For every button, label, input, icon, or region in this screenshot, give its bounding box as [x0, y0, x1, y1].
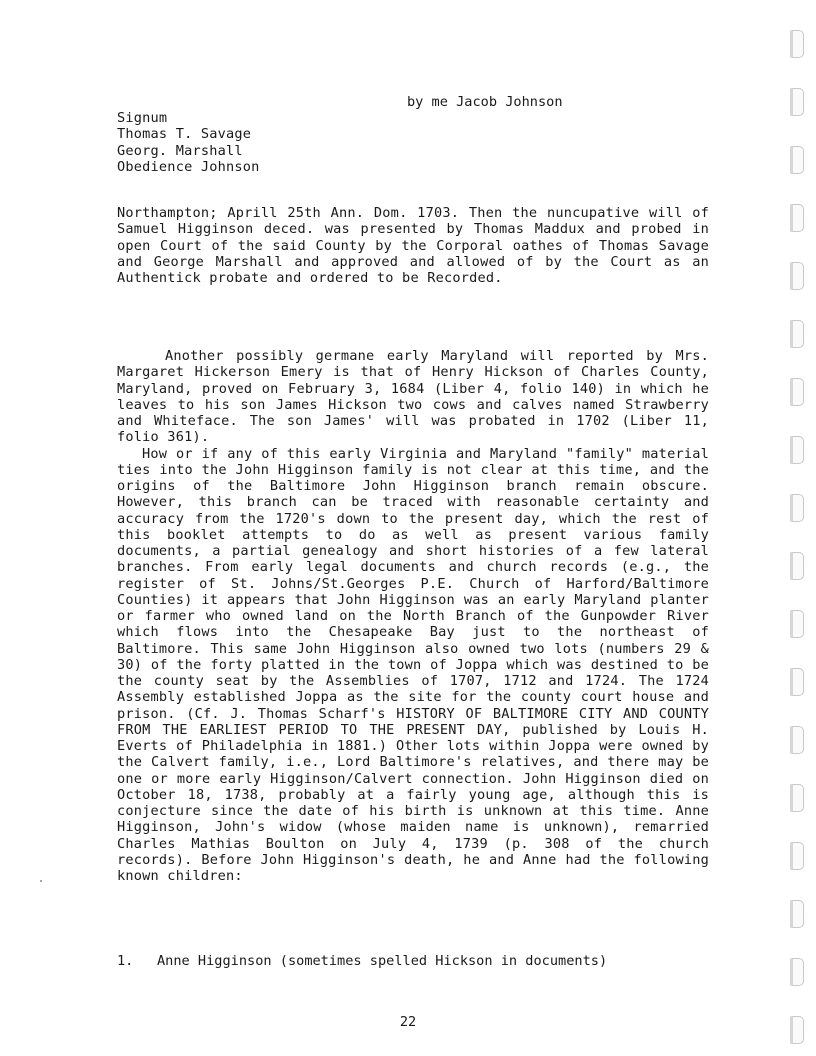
binder-ring — [790, 204, 804, 232]
probate-paragraph: Northampton; Aprill 25th Ann. Dom. 1703. Then the nuncupative will of Samuel Higginson deced. was presented by Thomas Maddux and probed in open Court of the said County by the Corporal oathes of Thomas Savage and George Marshall and approved and allowed of by the Court as an Authentick probate and ordered to be Recorded. — [117, 205, 709, 286]
binder-ring — [790, 900, 804, 928]
signature-line: Thomas T. Savage — [117, 126, 252, 143]
binder-ring — [790, 30, 804, 58]
binder-rings — [790, 0, 806, 1056]
binder-ring — [790, 726, 804, 754]
binder-ring — [790, 958, 804, 986]
signature-line: Georg. Marshall — [117, 142, 243, 159]
binder-ring — [790, 262, 804, 290]
signature-line: Obedience Johnson — [117, 158, 260, 175]
witness-line: by me Jacob Johnson — [407, 94, 563, 110]
page-number: 22 — [399, 1014, 417, 1030]
binder-ring — [790, 842, 804, 870]
binder-ring — [790, 436, 804, 464]
higginson-family-paragraph: How or if any of this early Virginia and Maryland "family" material ties into the John Higginson family is not clear at this time, and the origins of the Baltimore John Higginson branch remain obscure. However, this branch can be traced with reasonable certainty and accuracy from the 1720's down to the present day, which the rest of this booklet attempts to do as well as present various family documents, a partial genealogy and short histories of a few lateral branches. From early legal documents and church records (e.g., the register of St. Johns/St.Georges P.E. Church of Harford/Baltimore Counties) it appears that John Higginson was an early Maryland planter or farmer who owned land on the North Branch of the Gunpowder River which flows into the Chesapeake Bay just to the northeast of Baltimore. This same John Higginson also owned two lots (numbers 29 & 30) of the forty platted in the town of Joppa which was destined to be the county seat by the Assemblies of 1707, 1712 and 1724. The 1724 Assembly established Joppa as the site for the county court house and prison. (Cf. J. Thomas Scharf's HISTORY OF BALTIMORE CITY AND COUNTY FROM THE EARLIEST PERIOD TO THE PRESENT DAY, published by Louis H. Everts of Philadelphia in 1881.) Other lots within Joppa were owned by the Calvert family, i.e., Lord Baltimore's relatives, and there may be one or more early Higginson/Calvert connection. John Higginson died on October 18, 1738, probably at a fairly young age, although this is conjecture since the date of his birth is unknown at this time. Anne Higginson, John's widow (whose maiden name is unknown), remarried Charles Mathias Boulton on July 4, 1739 (p. 308 of the church records). Before John Higginson's death, he and Anne had the following known children: — [117, 445, 709, 884]
binder-ring — [790, 146, 804, 174]
binder-ring — [790, 552, 804, 580]
children-list — [117, 953, 709, 969]
maryland-will-paragraph: Another possibly germane early Maryland will reported by Mrs. Margaret Hickerson Emery is that of Henry Hickson of Charles County, Maryland, proved on February 3, 1684 (Liber 4, folio 140) in which he leaves to his son James Hickson two cows and calves named Strawberry and Whiteface. The son James' will was probated in 1702 (Liber 11, folio 361). — [117, 348, 709, 446]
binder-ring — [790, 494, 804, 522]
signature-line: Signum — [117, 110, 168, 126]
body-section — [117, 348, 709, 884]
scan-speck — [40, 880, 42, 882]
binder-ring — [790, 88, 804, 116]
binder-ring — [790, 610, 804, 638]
list-item-text: Anne Higginson (sometimes spelled Hickson in documents) — [157, 953, 608, 969]
binder-ring — [790, 668, 804, 696]
binder-ring — [790, 784, 804, 812]
list-item-number: 1. — [117, 953, 134, 969]
signature-block — [117, 110, 709, 175]
list-item — [117, 953, 709, 969]
binder-ring — [790, 378, 804, 406]
binder-ring — [790, 320, 804, 348]
